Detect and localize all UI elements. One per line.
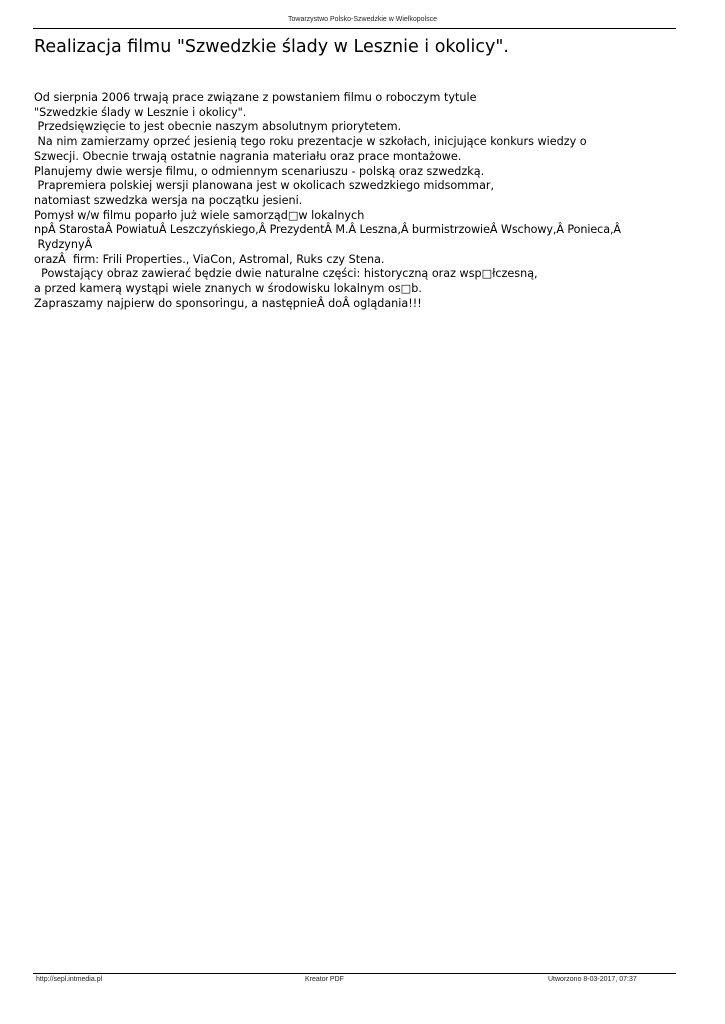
article-title: Realizacja filmu "Szwedzkie ślady w Lesznie i okolicy".: [34, 37, 509, 57]
body-line: RydzynyÂ: [34, 238, 93, 252]
body-line: Prapremiera polskiej wersji planowana jest w okolicach szwedzkiego midsommar,: [34, 179, 495, 193]
body-line: Zapraszamy najpierw do sponsoringu, a następnieÂ doÂ oglądania!!!: [34, 296, 422, 310]
footer-created-date: Utworzono 8-03-2017, 07:37: [548, 976, 637, 983]
body-line: "Szwedzkie ślady w Lesznie i okolicy".: [34, 105, 247, 119]
body-line: Przedsięwzięcie to jest obecnie naszym absolutnym priorytetem.: [34, 120, 402, 134]
body-line: Szwecji. Obecnie trwają ostatnie nagrania materiału oraz prace montażowe.: [34, 149, 462, 163]
header-divider: [33, 28, 676, 29]
body-line: Powstający obraz zawierać będzie dwie naturalne części: historyczną oraz wsp□łczesną,: [34, 267, 538, 281]
body-line: natomiast szwedzka wersja na początku jesieni.: [34, 193, 303, 207]
body-line: orazÂ firm: Frili Properties., ViaCon, Astromal, Ruks czy Stena.: [34, 252, 385, 266]
body-line: Pomysł w/w filmu poparło już wiele samorząd□w lokalnych: [34, 208, 365, 222]
footer-generator: Kreator PDF: [305, 976, 344, 983]
body-line: a przed kamerą wystąpi wiele znanych w środowisku lokalnym os□b.: [34, 282, 422, 296]
page-header: Towarzystwo Polsko-Szwedzkie w Wielkopolsce: [288, 16, 437, 23]
body-line: Na nim zamierzamy oprzeć jesienią tego roku prezentacje w szkołach, inicjujące konkurs wiedzy o: [34, 135, 587, 149]
body-line: Planujemy dwie wersje filmu, o odmiennym scenariuszu - polską oraz szwedzką.: [34, 164, 485, 178]
body-line: Od sierpnia 2006 trwają prace związane z powstaniem filmu o roboczym tytule: [34, 91, 477, 104]
footer-divider: [33, 973, 676, 974]
body-line: npÂ StarostaÂ PowiatuÂ Leszczyńskiego,Â PrezydentÂ M.Â Leszna,Â burmistrzowieÂ Wschowy,Â Ponieca,Â: [34, 223, 621, 237]
article-body: [34, 91, 684, 312]
footer-url: http://sepl.intmedia.pl: [36, 976, 103, 983]
